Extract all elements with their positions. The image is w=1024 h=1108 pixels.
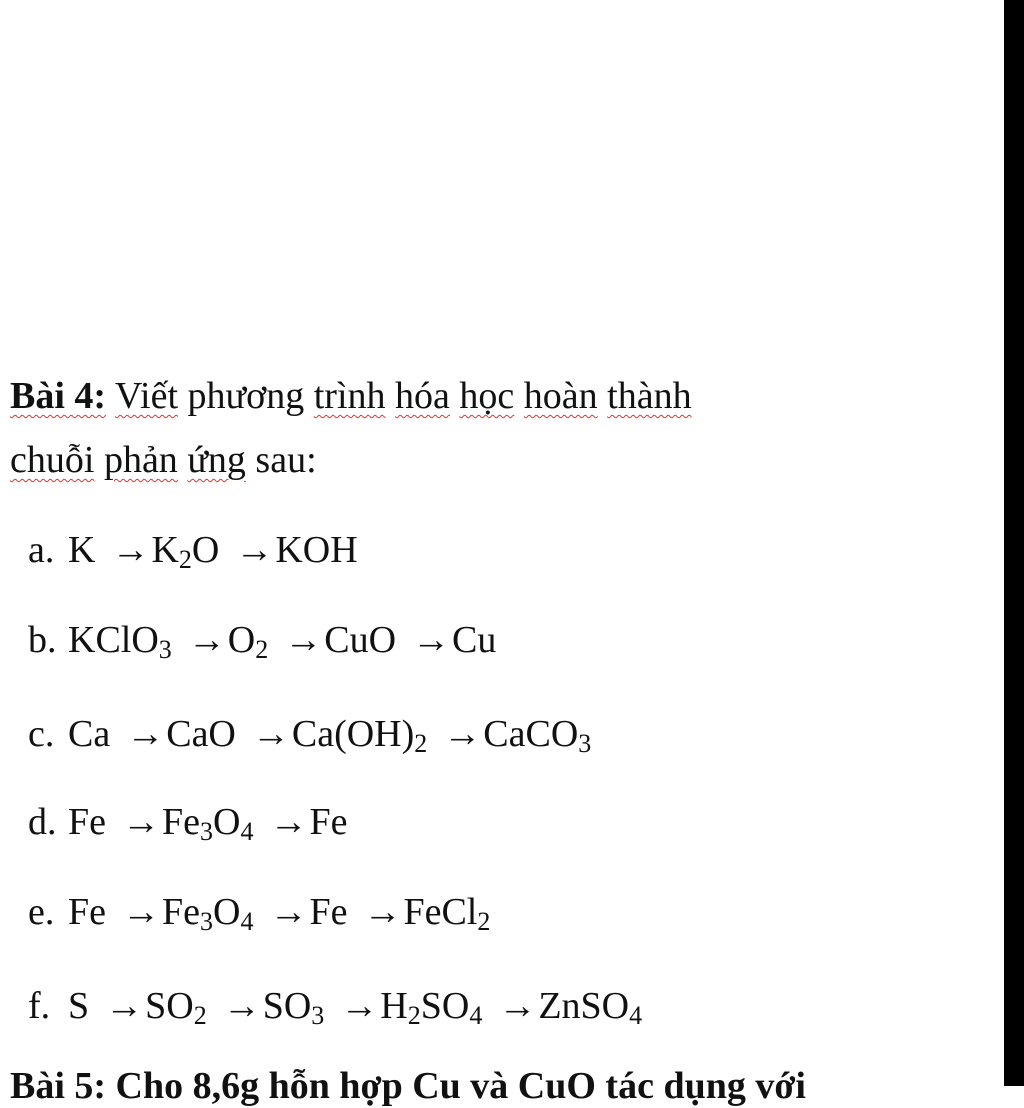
next-exercise-cutoff: Bài 5: Cho 8,6g hỗn hợp Cu và CuO tác dụng với <box>10 1065 806 1107</box>
chemical-species: $Fe_3O_4$ <box>162 891 254 936</box>
chemical-species: CaCO$_3$ <box>483 713 592 758</box>
reaction-arrow: → <box>222 985 261 1027</box>
chemical-species: ZnSO$_4$ <box>538 985 643 1030</box>
chemical-species: $O_2$ <box>227 619 269 664</box>
reaction-arrow: → <box>251 713 290 755</box>
reaction-arrow: → <box>235 529 274 571</box>
chemical-species: $K_2O$ <box>151 529 220 574</box>
reaction-chain-a <box>28 528 358 572</box>
word: hoàn <box>523 375 598 417</box>
word: phản <box>103 439 178 481</box>
right-edge-bar <box>1004 0 1024 1086</box>
chemical-species: Fe <box>309 801 348 843</box>
reaction-arrow: → <box>122 891 160 933</box>
reaction-chain-b <box>28 618 496 662</box>
chain-letter: d. <box>28 801 57 843</box>
exercise-heading-line-1 <box>10 374 692 418</box>
exercise-heading-line-2 <box>10 438 317 482</box>
word: ứng <box>187 439 246 481</box>
chain-letter: a. <box>28 529 55 571</box>
chemical-species: KOH <box>275 529 358 571</box>
reaction-arrow: → <box>122 801 160 843</box>
chemical-species: Fe <box>68 891 106 933</box>
reaction-arrow: → <box>269 891 308 933</box>
reaction-chain-f <box>28 984 642 1028</box>
reaction-arrow: → <box>187 619 226 661</box>
chain-letter: f. <box>28 985 51 1027</box>
reaction-arrow: → <box>443 713 482 755</box>
exercise-label: Bài 4: <box>10 375 107 417</box>
reaction-arrow: → <box>284 619 323 661</box>
chemical-species: $H_2SO_4$ <box>380 985 483 1030</box>
chemical-species: $SO_2$ <box>145 985 207 1030</box>
word: chuỗi <box>10 439 95 481</box>
chemical-species: Fe <box>68 801 106 843</box>
chemical-species: S <box>68 985 90 1027</box>
chemical-species: Fe <box>309 891 348 933</box>
reaction-chain-e <box>28 890 490 934</box>
chemical-species: K <box>68 529 96 571</box>
chemical-species: $Ca(OH)_2$ <box>291 713 428 758</box>
word: trình <box>313 375 386 417</box>
reaction-chain-c <box>28 712 591 756</box>
word: thành <box>607 375 692 417</box>
reaction-arrow: → <box>498 985 537 1027</box>
word: phương <box>187 375 305 417</box>
chemical-species: CaO <box>166 713 236 755</box>
word: sau: <box>255 439 317 481</box>
chemical-species: Ca <box>68 713 111 755</box>
reaction-arrow: → <box>126 713 165 755</box>
reaction-chain-d <box>28 800 347 844</box>
chain-letter: b. <box>28 619 57 661</box>
chain-letter: e. <box>28 891 55 933</box>
chemical-species: $Fe_3O_4$ <box>162 801 254 846</box>
reaction-arrow: → <box>105 985 144 1027</box>
chemical-species: KClO$_3$ <box>68 619 172 664</box>
word: học <box>459 375 515 417</box>
word: Viết <box>114 375 179 417</box>
reaction-arrow: → <box>363 891 402 933</box>
chain-letter: c. <box>28 713 55 755</box>
chemical-species: FeCl$_2$ <box>403 891 491 936</box>
document-page <box>10 0 1000 1107</box>
reaction-arrow: → <box>412 619 451 661</box>
word: hóa <box>395 375 450 417</box>
reaction-arrow: → <box>269 801 308 843</box>
reaction-arrow: → <box>111 529 150 571</box>
chemical-species: CuO <box>324 619 397 661</box>
chemical-species: $SO_3$ <box>262 985 325 1030</box>
reaction-arrow: → <box>340 985 379 1027</box>
chemical-species: Cu <box>452 619 497 661</box>
